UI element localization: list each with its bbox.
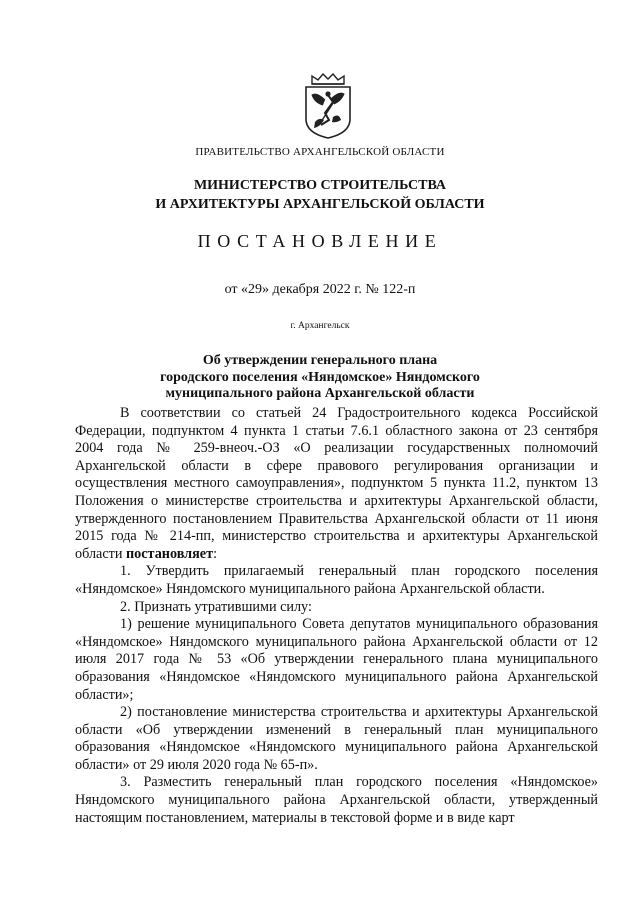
document-city: г. Архангельск	[290, 321, 350, 331]
document-type-title: ПОСТАНОВЛЕНИЕ	[197, 231, 443, 251]
intro-paragraph	[75, 405, 598, 563]
government-name: ПРАВИТЕЛЬСТВО АРХАНГЕЛЬСКОЙ ОБЛАСТИ	[195, 146, 445, 158]
document-date-number: от «29» декабря 2022 г. № 122-п	[224, 282, 416, 297]
intro-decree-word: постановляет	[125, 545, 214, 562]
subject-line1: Об утверждении генерального плана	[202, 353, 438, 368]
ministry-name-line2: И АРХИТЕКТУРЫ АРХАНГЕЛЬСКОЙ ОБЛАСТИ	[155, 197, 485, 212]
item-3-paragraph: 3. Разместить генеральный план городского поселения «Няндомское» Няндомского муниципального района Архангельской области, утвержденный настоящим постановлением, материалы в текстовой форме и в виде карт	[75, 774, 598, 826]
coat-of-arms-emblem-icon	[303, 73, 353, 139]
item-1-paragraph: 1. Утвердить прилагаемый генеральный план городского поселения «Няндомское» Няндомского муниципального района Архангельской области.	[75, 563, 598, 597]
document-subject	[0, 353, 640, 403]
ministry-name-line1: МИНИСТЕРСТВО СТРОИТЕЛЬСТВА	[193, 178, 447, 193]
subject-line2: городского поселения «Няндомское» Няндомского	[160, 369, 480, 385]
item-2-paragraph: 2. Признать утратившими силу:	[120, 598, 312, 615]
intro-text: В соответствии со статьей 24 Градостроительного кодекса Российской Федерации, подпунктом 4 пункта 1 статьи 7.6.1 областного закона от 23 сентября 2004 года № 259-внеоч.-ОЗ «О реализации государственных полномочий Архангельской области в сфере правового регулирования организации и осуществления местного самоуправления», подпунктом 5 пункта 11.2, пунктом 13 Положения о министерстве строительства и архитектуры Архангельской области, утвержденного постановлением Правительства Архангельской области от 11 июня 2015 года № 214-пп, министерство строительства и архитектуры Архангельской области	[75, 405, 598, 562]
document-body	[75, 405, 598, 827]
intro-end: :	[213, 545, 218, 562]
item-2-2-paragraph: 2) постановление министерства строительства и архитектуры Архангельской области «Об утверждении изменений в генеральный план муниципального образования «Няндомское «Няндомского муниципального района Архангельской области» от 29 июля 2020 года № 65-п».	[75, 704, 598, 773]
item-2-1-paragraph: 1) решение муниципального Совета депутатов муниципального образования «Няндомское» Няндомского муниципального района Архангельской области от 12 июля 2017 года № 53 «Об утверждении генерального плана муниципального образования «Няндомское «Няндомского муниципального района Архангельской области»;	[75, 616, 598, 703]
ministry-name	[0, 176, 640, 214]
subject-line3: муниципального района Архангельской области	[165, 386, 475, 401]
